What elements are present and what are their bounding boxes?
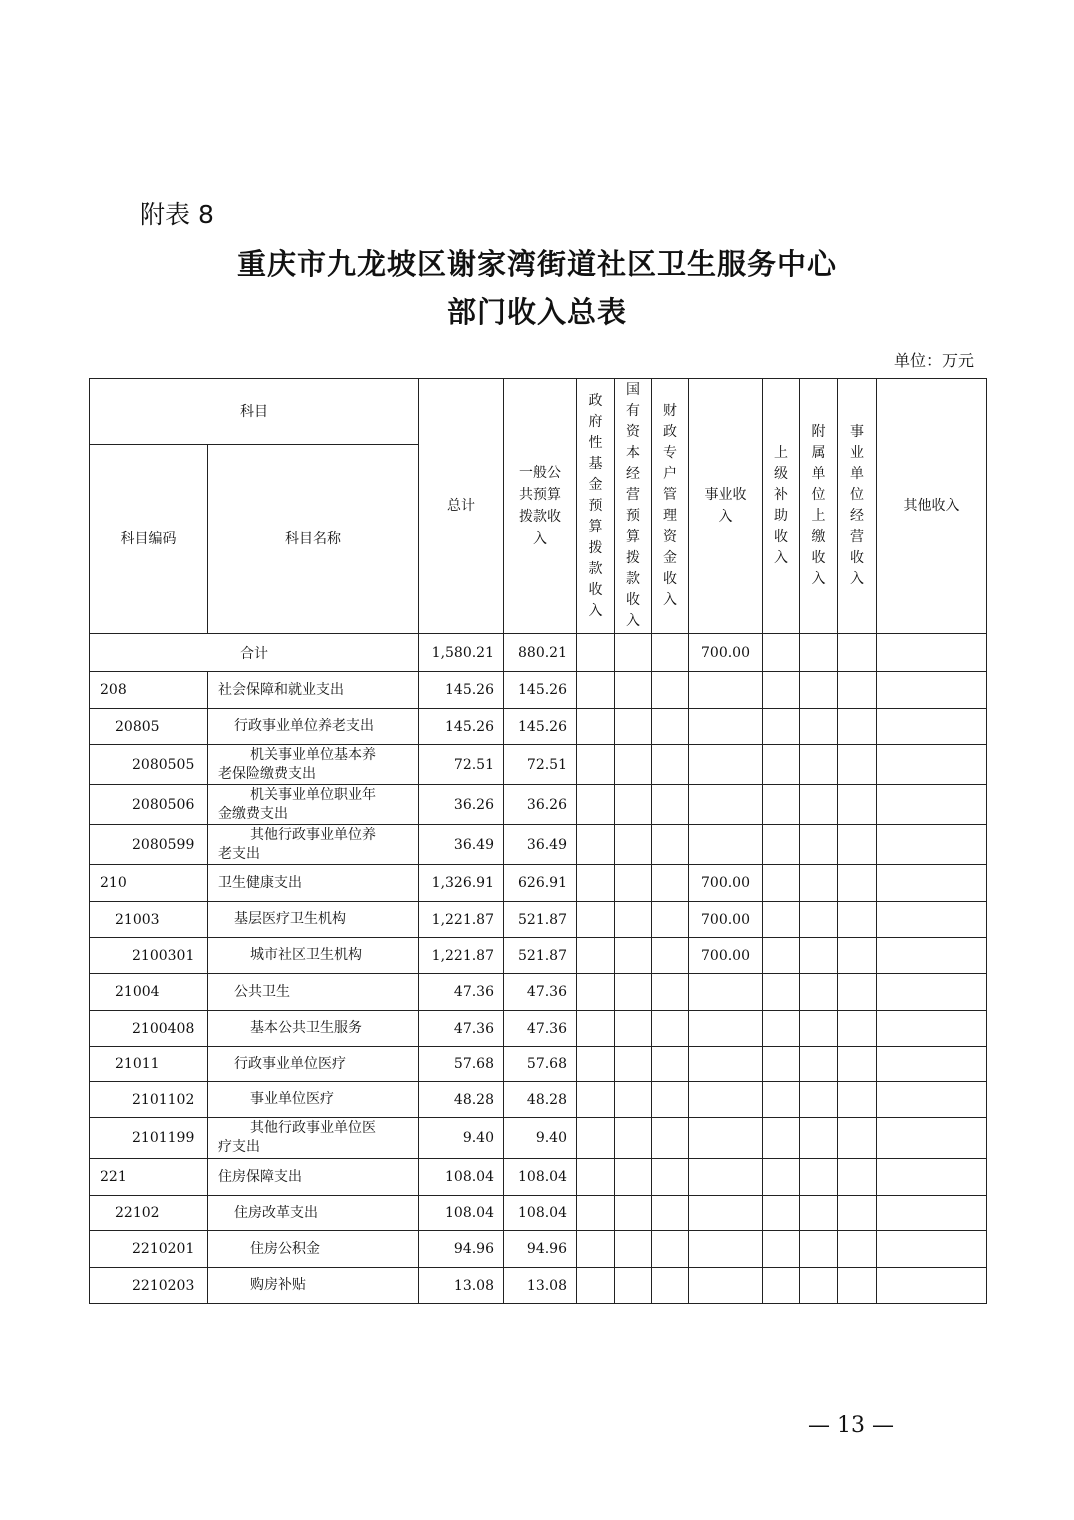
summary-label: 合计 bbox=[90, 634, 419, 672]
row-general: 47.36 bbox=[504, 1011, 577, 1047]
row-general: 626.91 bbox=[504, 865, 577, 902]
row-name: 购房补贴 bbox=[208, 1268, 419, 1304]
row-general: 72.51 bbox=[504, 745, 577, 785]
row-code: 2080506 bbox=[90, 785, 208, 825]
summary-general: 880.21 bbox=[504, 634, 577, 672]
row-general: 48.28 bbox=[504, 1082, 577, 1118]
summary-row bbox=[90, 634, 987, 672]
row-general: 9.40 bbox=[504, 1118, 577, 1159]
table-row bbox=[90, 865, 987, 902]
row-name: 基层医疗卫生机构 bbox=[208, 902, 419, 938]
table-row bbox=[90, 1082, 987, 1118]
table-row bbox=[90, 1231, 987, 1268]
row-total: 1,221.87 bbox=[419, 902, 504, 938]
row-total: 13.08 bbox=[419, 1268, 504, 1304]
unit-label: 单位：万元 bbox=[893, 351, 974, 370]
row-total: 145.26 bbox=[419, 672, 504, 709]
table-row bbox=[90, 1268, 987, 1304]
table-row bbox=[90, 1196, 987, 1231]
row-code: 208 bbox=[90, 672, 208, 709]
row-code: 2100408 bbox=[90, 1011, 208, 1047]
row-total: 47.36 bbox=[419, 1011, 504, 1047]
header-superior-subsidy: 上级补助收入 bbox=[763, 379, 800, 634]
row-general: 108.04 bbox=[504, 1196, 577, 1231]
row-name: 其他行政事业单位医 疗支出 bbox=[208, 1118, 419, 1159]
row-code: 2210203 bbox=[90, 1268, 208, 1304]
table-row bbox=[90, 1159, 987, 1196]
table-row bbox=[90, 1011, 987, 1047]
header-subject: 科目 bbox=[90, 379, 419, 445]
row-business bbox=[689, 709, 763, 745]
header-total: 总计 bbox=[419, 379, 504, 634]
row-code: 2210201 bbox=[90, 1231, 208, 1268]
row-code: 2100301 bbox=[90, 938, 208, 974]
row-total: 108.04 bbox=[419, 1159, 504, 1196]
row-code: 210 bbox=[90, 865, 208, 902]
header-other: 其他收入 bbox=[877, 379, 987, 634]
row-name: 事业单位医疗 bbox=[208, 1082, 419, 1118]
income-summary-table bbox=[89, 378, 987, 1304]
header-gov-fund: 政府性基金预算拨款收入 bbox=[577, 379, 615, 634]
row-general: 47.36 bbox=[504, 974, 577, 1011]
row-business bbox=[689, 1196, 763, 1231]
row-code: 20805 bbox=[90, 709, 208, 745]
row-business bbox=[689, 785, 763, 825]
row-business bbox=[689, 1159, 763, 1196]
header-business-income: 事业收入 bbox=[689, 379, 763, 634]
summary-business: 700.00 bbox=[689, 634, 763, 672]
row-total: 36.49 bbox=[419, 825, 504, 865]
page-number: — 13 — bbox=[808, 1413, 894, 1438]
header-general-budget: 一般公共预算拨款收入 bbox=[504, 379, 577, 634]
row-general: 521.87 bbox=[504, 902, 577, 938]
row-name: 卫生健康支出 bbox=[208, 865, 419, 902]
table-row bbox=[90, 672, 987, 709]
row-general: 521.87 bbox=[504, 938, 577, 974]
row-business bbox=[689, 825, 763, 865]
row-total: 48.28 bbox=[419, 1082, 504, 1118]
row-total: 57.68 bbox=[419, 1047, 504, 1082]
row-code: 21004 bbox=[90, 974, 208, 1011]
header-operating: 事业单位经营收入 bbox=[838, 379, 877, 634]
table-row bbox=[90, 902, 987, 938]
row-name: 机关事业单位职业年 金缴费支出 bbox=[208, 785, 419, 825]
row-total: 145.26 bbox=[419, 709, 504, 745]
row-business bbox=[689, 974, 763, 1011]
row-name: 基本公共卫生服务 bbox=[208, 1011, 419, 1047]
header-fiscal-special: 财政专户管理资金收入 bbox=[652, 379, 689, 634]
row-name: 其他行政事业单位养 老支出 bbox=[208, 825, 419, 865]
row-name: 住房公积金 bbox=[208, 1231, 419, 1268]
row-code: 21011 bbox=[90, 1047, 208, 1082]
table-row bbox=[90, 709, 987, 745]
row-general: 145.26 bbox=[504, 672, 577, 709]
row-business bbox=[689, 745, 763, 785]
row-name: 住房改革支出 bbox=[208, 1196, 419, 1231]
table-row bbox=[90, 1118, 987, 1159]
row-business bbox=[689, 1011, 763, 1047]
row-code: 2101102 bbox=[90, 1082, 208, 1118]
header-code: 科目编码 bbox=[90, 445, 208, 634]
table-row bbox=[90, 1047, 987, 1082]
row-name: 城市社区卫生机构 bbox=[208, 938, 419, 974]
row-general: 36.49 bbox=[504, 825, 577, 865]
table-row bbox=[90, 745, 987, 785]
row-name: 行政事业单位养老支出 bbox=[208, 709, 419, 745]
row-total: 47.36 bbox=[419, 974, 504, 1011]
row-name: 公共卫生 bbox=[208, 974, 419, 1011]
row-total: 9.40 bbox=[419, 1118, 504, 1159]
row-general: 13.08 bbox=[504, 1268, 577, 1304]
document-subtitle: 部门收入总表 bbox=[446, 295, 627, 329]
row-code: 22102 bbox=[90, 1196, 208, 1231]
row-business: 700.00 bbox=[689, 938, 763, 974]
table-row bbox=[90, 974, 987, 1011]
row-business: 700.00 bbox=[689, 865, 763, 902]
summary-total: 1,580.21 bbox=[419, 634, 504, 672]
row-total: 1,326.91 bbox=[419, 865, 504, 902]
row-business bbox=[689, 1082, 763, 1118]
row-total: 108.04 bbox=[419, 1196, 504, 1231]
row-name: 社会保障和就业支出 bbox=[208, 672, 419, 709]
row-code: 2080599 bbox=[90, 825, 208, 865]
table-row bbox=[90, 825, 987, 865]
row-total: 72.51 bbox=[419, 745, 504, 785]
row-business bbox=[689, 1047, 763, 1082]
row-business: 700.00 bbox=[689, 902, 763, 938]
row-general: 108.04 bbox=[504, 1159, 577, 1196]
row-business bbox=[689, 1118, 763, 1159]
row-code: 221 bbox=[90, 1159, 208, 1196]
table-row bbox=[90, 938, 987, 974]
header-affiliated: 附属单位上缴收入 bbox=[800, 379, 838, 634]
table-row bbox=[90, 785, 987, 825]
row-name: 行政事业单位医疗 bbox=[208, 1047, 419, 1082]
header-state-capital: 国有资本经营预算拨款收入 bbox=[615, 379, 652, 634]
row-business bbox=[689, 672, 763, 709]
row-total: 1,221.87 bbox=[419, 938, 504, 974]
row-total: 36.26 bbox=[419, 785, 504, 825]
document-title: 重庆市九龙坡区谢家湾街道社区卫生服务中心 bbox=[236, 247, 837, 281]
annex-label: 附表 8 bbox=[140, 200, 214, 229]
row-general: 57.68 bbox=[504, 1047, 577, 1082]
row-name: 机关事业单位基本养 老保险缴费支出 bbox=[208, 745, 419, 785]
row-code: 2101199 bbox=[90, 1118, 208, 1159]
row-code: 21003 bbox=[90, 902, 208, 938]
row-business bbox=[689, 1231, 763, 1268]
row-business bbox=[689, 1268, 763, 1304]
row-code: 2080505 bbox=[90, 745, 208, 785]
row-general: 145.26 bbox=[504, 709, 577, 745]
row-general: 94.96 bbox=[504, 1231, 577, 1268]
row-general: 36.26 bbox=[504, 785, 577, 825]
row-total: 94.96 bbox=[419, 1231, 504, 1268]
header-name: 科目名称 bbox=[208, 445, 419, 634]
row-name: 住房保障支出 bbox=[208, 1159, 419, 1196]
